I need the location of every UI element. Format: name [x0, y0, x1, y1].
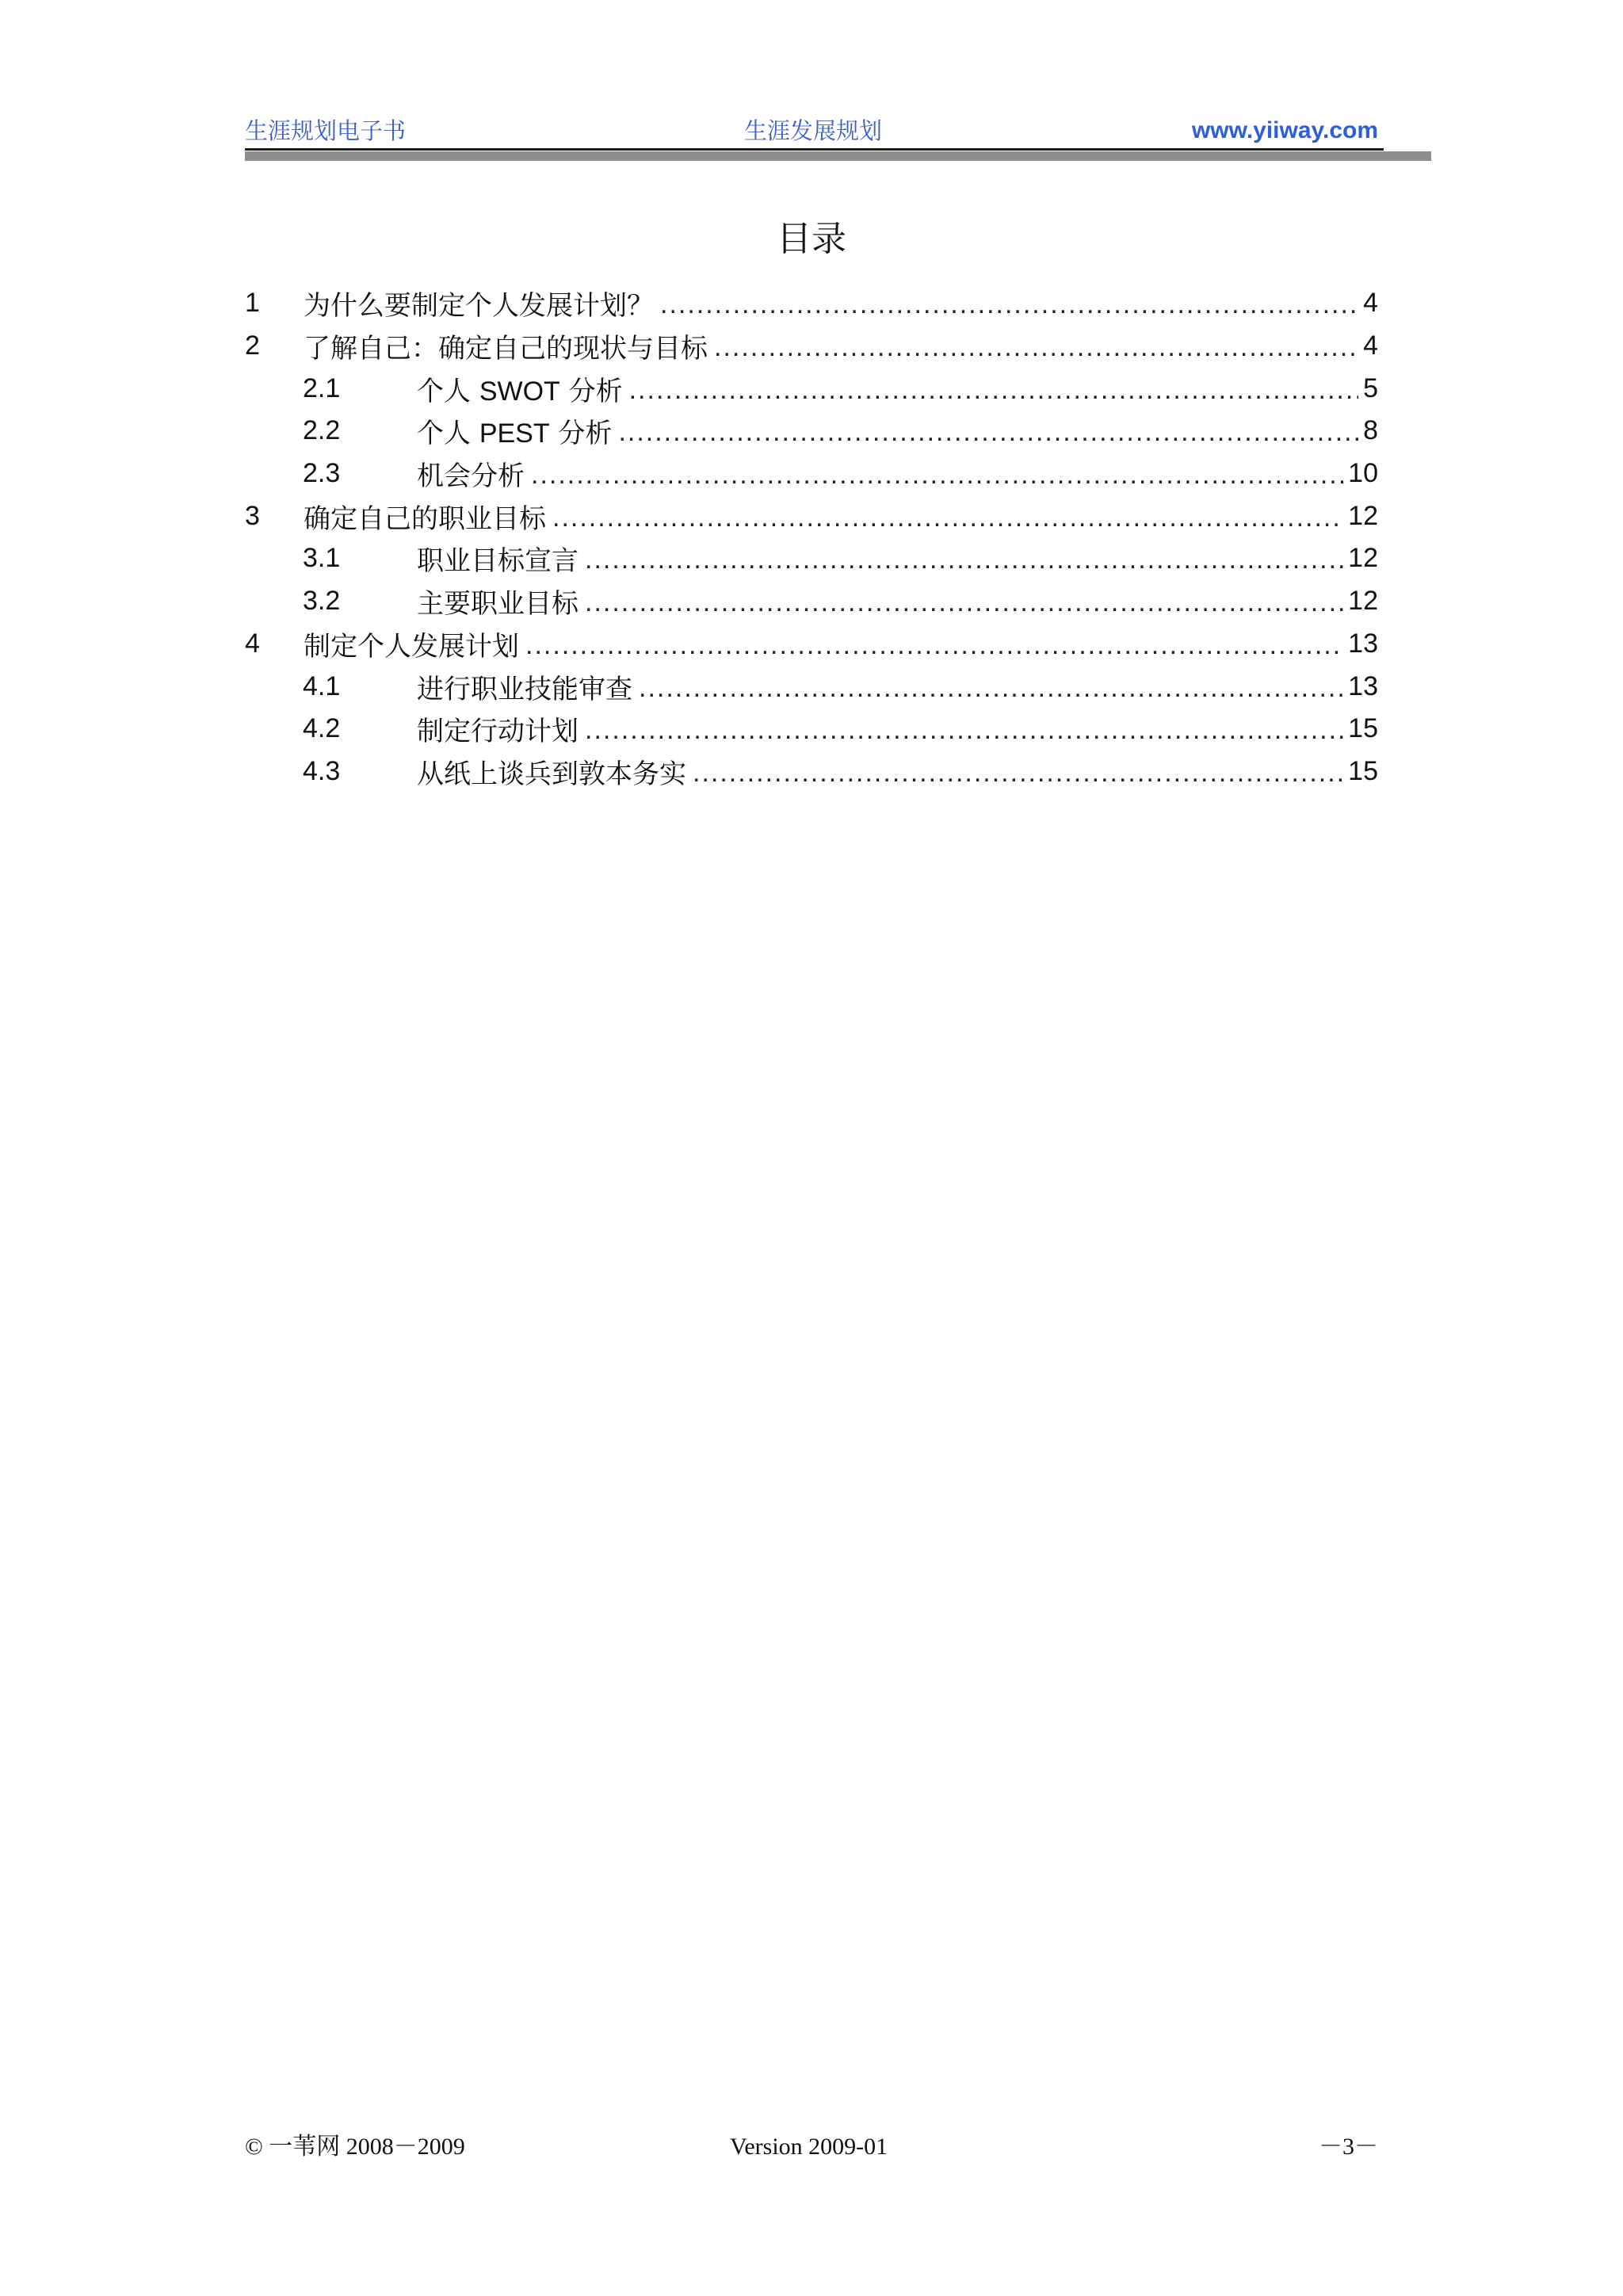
toc-entry-page: 8 [1363, 415, 1378, 446]
toc-entry-page: 13 [1348, 628, 1378, 659]
toc-entry-number: 4.1 [303, 670, 341, 701]
toc-entry[interactable] [245, 453, 1378, 495]
toc-leader-dots [629, 375, 1358, 406]
toc-leader-dots [618, 417, 1358, 448]
header-rule-shadow [245, 151, 1431, 161]
toc-entry-text [417, 411, 612, 450]
toc-entry-text: 职业目标宣言 [417, 545, 579, 578]
toc-entry-text: 确定自己的职业目标 [304, 502, 546, 535]
toc-entry-text-part: 分析 [549, 418, 613, 450]
toc-entry-page: 15 [1348, 755, 1378, 786]
toc-entry-number: 2.1 [303, 372, 341, 403]
header-rule [245, 148, 1384, 151]
toc-entry-page: 12 [1348, 500, 1378, 531]
toc-entry-page: 15 [1348, 713, 1378, 744]
header-book-title: 生涯规划电子书 [245, 117, 407, 144]
toc-entry[interactable] [245, 282, 1378, 325]
toc-leader-dots [585, 544, 1343, 575]
toc-entry-text: 制定个人发展计划 [304, 630, 519, 663]
page-footer [245, 2130, 1378, 2164]
toc-entry[interactable] [245, 580, 1378, 623]
toc-entry-number: 2.2 [303, 415, 341, 446]
table-of-contents [245, 282, 1378, 793]
toc-entry-text: 进行职业技能审查 [417, 673, 632, 705]
toc-leader-dots [639, 673, 1343, 704]
footer-version: Version 2009-01 [730, 2134, 888, 2160]
toc-entry-number: 3.1 [303, 543, 341, 574]
toc-entry-page: 4 [1363, 330, 1378, 361]
toc-entry-number: 1 [245, 288, 260, 319]
toc-entry-text [417, 369, 623, 408]
toc-entry-page: 12 [1348, 586, 1378, 617]
header-section-title: 生涯发展规划 [744, 117, 883, 144]
toc-entry-number: 4.2 [303, 713, 341, 744]
header-website-link[interactable]: www.yiiway.com [1191, 117, 1378, 143]
toc-entry-text: 制定行动计划 [417, 716, 579, 748]
toc-leader-dots [585, 715, 1343, 746]
toc-entry[interactable] [245, 751, 1378, 793]
toc-entry-text: 主要职业目标 [417, 588, 579, 621]
footer-copyright: © 一苇网 2008－2009 [245, 2134, 465, 2160]
toc-leader-dots [552, 502, 1343, 533]
toc-leader-dots [531, 460, 1343, 491]
toc-entry-text-part: 个人 [417, 375, 479, 407]
toc-entry[interactable] [245, 708, 1378, 751]
toc-entry-text-part: SWOT [479, 376, 560, 407]
page-header [245, 113, 1378, 148]
toc-leader-dots [660, 289, 1358, 320]
toc-entry-text: 了解自己：确定自己的现状与目标 [304, 333, 708, 365]
toc-entry-text-part: 个人 [417, 418, 479, 450]
toc-entry-text: 从纸上谈兵到敦本务实 [417, 758, 686, 790]
toc-entry-number: 3.2 [303, 586, 341, 617]
toc-entry[interactable] [245, 623, 1378, 666]
toc-entry[interactable] [245, 537, 1378, 580]
toc-leader-dots [714, 332, 1358, 363]
toc-title: 目录 [777, 219, 846, 259]
toc-entry-text: 为什么要制定个人发展计划？ [304, 290, 654, 323]
toc-entry[interactable] [245, 495, 1378, 537]
toc-entry-text-part: 分析 [559, 375, 623, 407]
toc-entry-page: 12 [1348, 543, 1378, 574]
toc-entry-page: 13 [1348, 670, 1378, 701]
toc-leader-dots [693, 758, 1343, 789]
toc-entry[interactable] [245, 665, 1378, 708]
toc-entry-text-part: PEST [479, 418, 550, 449]
toc-entry-number: 4.3 [303, 755, 341, 786]
toc-entry[interactable] [245, 325, 1378, 368]
toc-entry-page: 5 [1363, 372, 1378, 403]
toc-entry-number: 3 [245, 500, 260, 531]
toc-entry-number: 2.3 [303, 458, 341, 489]
toc-entry-number: 4 [245, 628, 260, 659]
toc-entry[interactable] [245, 410, 1378, 453]
toc-entry[interactable] [245, 367, 1378, 410]
toc-entry-text: 机会分析 [417, 460, 525, 493]
toc-entry-number: 2 [245, 330, 260, 361]
footer-page-number: －3－ [1319, 2134, 1378, 2160]
toc-entry-page: 10 [1348, 458, 1378, 489]
toc-entry-page: 4 [1363, 288, 1378, 319]
toc-leader-dots [525, 630, 1343, 661]
toc-leader-dots [585, 587, 1343, 618]
